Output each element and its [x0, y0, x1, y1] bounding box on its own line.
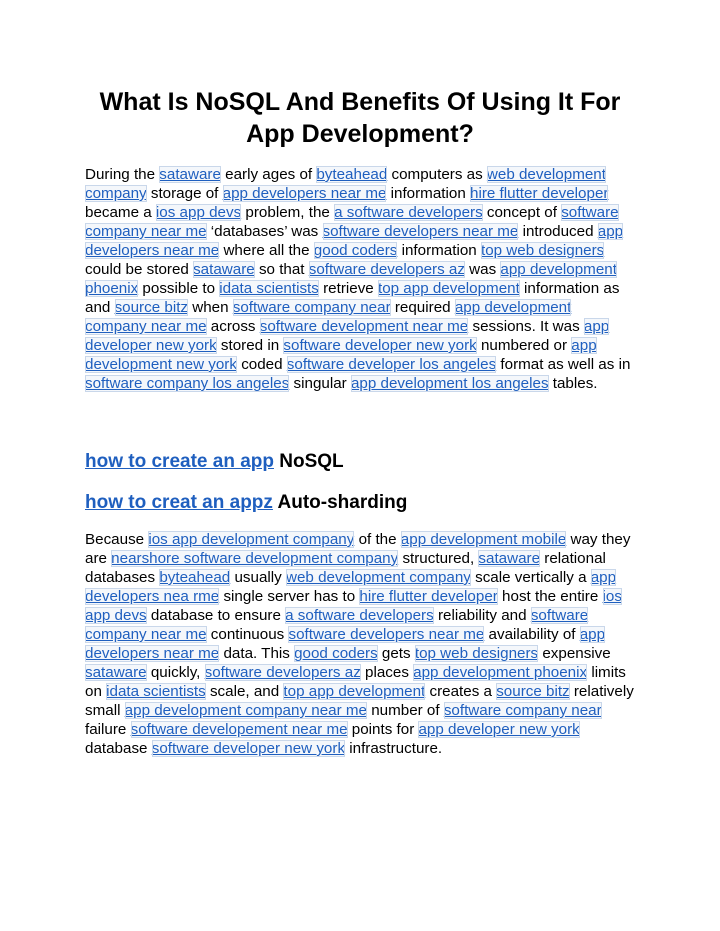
inline-link[interactable]: app development company near me — [124, 702, 367, 719]
body-text: required — [390, 299, 455, 316]
inline-link[interactable]: software company near — [443, 702, 602, 719]
body-text: quickly, — [146, 664, 205, 681]
subheading-auto-sharding — [85, 491, 407, 515]
inline-link[interactable]: app developers near me — [222, 185, 387, 202]
inline-link[interactable]: software company near me — [85, 204, 619, 240]
inline-link[interactable]: app developers nea rme — [85, 569, 617, 605]
body-text: During the — [85, 166, 160, 183]
body-text: information as and — [85, 280, 620, 316]
inline-link[interactable]: software development near me — [259, 318, 469, 335]
body-text: data. This — [219, 645, 295, 662]
body-text: creates a — [425, 683, 497, 700]
inline-link[interactable]: source bitz — [114, 299, 189, 316]
inline-link[interactable]: software company near — [232, 299, 391, 316]
inline-link[interactable]: software company near me — [85, 607, 589, 643]
inline-link[interactable]: software developement near me — [130, 721, 348, 738]
body-text: introduced — [518, 223, 598, 240]
inline-link[interactable]: app development mobile — [400, 531, 567, 548]
inline-link[interactable]: sataware — [85, 664, 147, 681]
body-text: across — [206, 318, 260, 335]
body-text: format as well as in — [496, 356, 631, 373]
inline-link[interactable]: good coders — [313, 242, 398, 259]
inline-link[interactable]: app developer new york — [85, 318, 610, 354]
body-text: stored in — [216, 337, 284, 354]
body-text: relatively small — [85, 683, 634, 719]
body-text: scale, and — [205, 683, 284, 700]
inline-link[interactable]: top app development — [377, 280, 520, 297]
inline-link[interactable]: software developer los angeles — [286, 356, 497, 373]
body-text: places — [360, 664, 414, 681]
body-text: way they are — [85, 531, 631, 567]
inline-link[interactable]: app development new york — [85, 337, 597, 373]
inline-link[interactable]: sataware — [193, 261, 255, 278]
inline-link[interactable]: software company los angeles — [85, 375, 290, 392]
body-text: host the entire — [497, 588, 603, 605]
body-text: continuous — [206, 626, 289, 643]
inline-link[interactable]: idata scientists — [106, 683, 206, 700]
inline-link[interactable]: software developers az — [204, 664, 361, 681]
body-text: infrastructure. — [345, 740, 443, 757]
body-text: database to ensure — [146, 607, 286, 624]
inline-link[interactable]: hire flutter developer — [359, 588, 498, 605]
subheading-link-creat-appz[interactable]: how to creat an appz — [85, 492, 273, 513]
inline-link[interactable]: sataware — [159, 166, 221, 183]
paragraph-auto-sharding — [85, 530, 637, 758]
inline-link[interactable]: software developers near me — [288, 626, 485, 643]
inline-link[interactable]: app developers near me — [85, 223, 624, 259]
subheading-text-auto-sharding: Auto-sharding — [272, 492, 408, 513]
inline-link[interactable]: byteahead — [159, 569, 231, 586]
body-text: failure — [85, 721, 131, 738]
inline-link[interactable]: app developers near me — [85, 626, 606, 662]
page-title: What Is NoSQL And Benefits Of Using It For App Development? — [99, 88, 621, 148]
body-text: was — [464, 261, 501, 278]
body-text: expensive — [538, 645, 611, 662]
inline-link[interactable]: a software developers — [334, 204, 483, 221]
body-text: information — [386, 185, 470, 202]
body-text: usually — [230, 569, 286, 586]
body-text: when — [188, 299, 233, 316]
body-text: early ages of — [220, 166, 317, 183]
inline-link[interactable]: a software developers — [285, 607, 434, 624]
body-text: points for — [347, 721, 419, 738]
body-text: numbered or — [476, 337, 572, 354]
inline-link[interactable]: software developers near me — [322, 223, 519, 240]
inline-link[interactable]: app development phoenix — [85, 261, 617, 297]
body-text: gets — [377, 645, 415, 662]
body-text: availability of — [484, 626, 580, 643]
inline-link[interactable]: app developer new york — [418, 721, 580, 738]
subheading-nosql — [85, 450, 344, 474]
inline-link[interactable]: web development company — [285, 569, 471, 586]
body-text: singular — [289, 375, 351, 392]
body-text: could be stored — [85, 261, 194, 278]
inline-link[interactable]: software developer new york — [283, 337, 477, 354]
inline-link[interactable]: hire flutter developer — [470, 185, 609, 202]
body-text: concept of — [482, 204, 562, 221]
paragraph-intro — [85, 165, 637, 393]
body-text: so that — [254, 261, 309, 278]
inline-link[interactable]: ios app devs — [85, 588, 622, 624]
body-text: Because — [85, 531, 149, 548]
body-text: possible to — [138, 280, 220, 297]
body-text: number of — [366, 702, 444, 719]
inline-link[interactable]: software developer new york — [151, 740, 346, 757]
inline-link[interactable]: nearshore software development company — [111, 550, 399, 567]
body-text: structured, — [398, 550, 479, 567]
body-text: reliability and — [433, 607, 531, 624]
inline-link[interactable]: good coders — [294, 645, 378, 662]
body-text: coded — [236, 356, 287, 373]
subheading-text-nosql: NoSQL — [273, 451, 344, 472]
body-text: storage of — [146, 185, 223, 202]
inline-link[interactable]: web development company — [85, 166, 606, 202]
body-text: problem, the — [241, 204, 335, 221]
body-text: where all the — [219, 242, 314, 259]
body-text: database — [85, 740, 152, 757]
inline-link[interactable]: byteahead — [316, 166, 388, 183]
body-text: single server has to — [219, 588, 360, 605]
subheading-link-create-app[interactable]: how to create an app — [85, 451, 274, 472]
inline-link[interactable]: app development phoenix — [413, 664, 588, 681]
body-text: became a — [85, 204, 156, 221]
inline-link[interactable]: source bitz — [496, 683, 570, 700]
inline-link[interactable]: software developers az — [308, 261, 465, 278]
inline-link[interactable]: ios app devs — [155, 204, 242, 221]
body-text: retrieve — [318, 280, 378, 297]
body-text: information — [397, 242, 481, 259]
body-text: of the — [354, 531, 401, 548]
inline-link[interactable]: app development los angeles — [350, 375, 549, 392]
body-text: limits on — [85, 664, 626, 700]
body-text: ‘databases’ was — [206, 223, 323, 240]
body-text: computers as — [387, 166, 487, 183]
body-text: tables. — [548, 375, 598, 392]
inline-link[interactable]: top web designers — [414, 645, 539, 662]
inline-link[interactable]: top web designers — [480, 242, 605, 259]
body-text: relational databases — [85, 550, 606, 586]
inline-link[interactable]: ios app development company — [148, 531, 355, 548]
inline-link[interactable]: idata scientists — [219, 280, 319, 297]
body-text: scale vertically a — [470, 569, 591, 586]
inline-link[interactable]: top app development — [283, 683, 426, 700]
inline-link[interactable]: sataware — [478, 550, 541, 567]
body-text: sessions. It was — [468, 318, 584, 335]
inline-link[interactable]: app development company near me — [85, 299, 572, 335]
